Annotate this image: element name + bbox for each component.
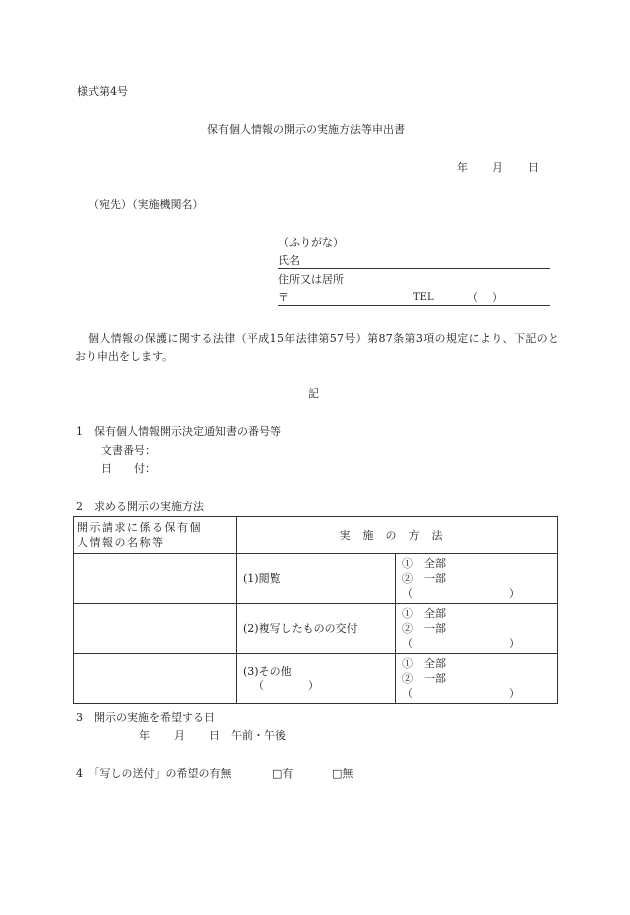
page-title: 保有個人情報の開示の実施方法等申出書 <box>207 123 405 136</box>
tel-label: TEL <box>413 292 434 303</box>
table-row <box>74 654 558 704</box>
paren-open: （ <box>402 637 413 650</box>
address-label: 住所又は居所 <box>278 273 344 286</box>
document-number-label: 文書番号： <box>101 444 156 457</box>
paren-open: （ <box>402 587 413 600</box>
section3-year-label: 年 <box>139 729 150 742</box>
method-cell <box>237 654 396 704</box>
options-cell <box>396 654 558 704</box>
body-text-line2: おり申出をします。 <box>75 350 174 363</box>
disclosure-method-table <box>73 516 558 704</box>
am-pm-choice[interactable]: 午前・午後 <box>231 729 286 742</box>
method-other-label: (3)その他 <box>243 665 292 678</box>
tel-paren-close: ） <box>492 291 503 304</box>
date-year-label: 年 <box>457 161 468 174</box>
document-date-label: 日 付： <box>101 462 156 475</box>
section3-month-label: 月 <box>174 729 185 742</box>
option-partial[interactable]: ② 一部 <box>402 672 446 685</box>
method-other-field[interactable]: （ ） <box>253 679 319 692</box>
section4-heading: 4 「写しの送付」の希望の有無 <box>76 767 232 780</box>
section1-heading: 1 保有個人情報開示決定通知書の番号等 <box>76 425 281 438</box>
method-cell: (1)閲覧 <box>237 554 396 604</box>
method-cell: (2)複写したものの交付 <box>237 604 396 654</box>
info-name-header-line2: 人情報の名称等 <box>77 536 165 549</box>
address-underline <box>278 305 550 306</box>
info-name-cell[interactable] <box>74 604 237 654</box>
option-partial[interactable]: ② 一部 <box>402 622 446 635</box>
tel-paren-open: （ <box>467 291 478 304</box>
info-name-cell[interactable] <box>74 554 237 604</box>
copy-send-no-checkbox[interactable]: □無 <box>332 767 354 780</box>
option-all[interactable]: ① 全部 <box>402 557 446 570</box>
option-detail-field[interactable] <box>402 636 520 651</box>
table-row <box>74 554 558 604</box>
options-cell <box>396 554 558 604</box>
option-detail-field[interactable] <box>402 686 520 701</box>
info-name-header-line1: 開示請求に係る保有個 <box>77 521 202 534</box>
addressee: （宛先）（実施機関名） <box>88 198 204 211</box>
postal-mark: 〒 <box>278 291 289 304</box>
paren-open: （ <box>402 687 413 700</box>
info-name-header <box>74 517 237 554</box>
method-header: 実施の方法 <box>237 517 558 554</box>
ki-label: 記 <box>308 387 319 400</box>
date-month-label: 月 <box>492 161 503 174</box>
date-day-label: 日 <box>528 161 539 174</box>
info-name-cell[interactable] <box>74 654 237 704</box>
paren-close: ） <box>509 587 520 600</box>
table-row <box>74 604 558 654</box>
furigana-label: （ふりがな） <box>278 236 344 249</box>
options-cell <box>396 604 558 654</box>
option-detail-field[interactable] <box>402 586 520 601</box>
copy-send-yes-checkbox[interactable]: □有 <box>272 767 294 780</box>
paren-close: ） <box>509 637 520 650</box>
form-number: 様式第4号 <box>77 85 128 98</box>
option-partial[interactable]: ② 一部 <box>402 572 446 585</box>
section2-heading: 2 求める開示の実施方法 <box>76 500 204 513</box>
option-all[interactable]: ① 全部 <box>402 607 446 620</box>
paren-close: ） <box>509 687 520 700</box>
name-label: 氏名 <box>278 254 300 267</box>
section3-heading: 3 開示の実施を希望する日 <box>76 711 215 724</box>
option-all[interactable]: ① 全部 <box>402 657 446 670</box>
section3-day-label: 日 <box>209 729 220 742</box>
name-underline <box>278 268 550 269</box>
body-text-line1: 個人情報の保護に関する法律（平成15年法律第57号）第87条第3項の規定により、下記のと <box>88 332 560 345</box>
